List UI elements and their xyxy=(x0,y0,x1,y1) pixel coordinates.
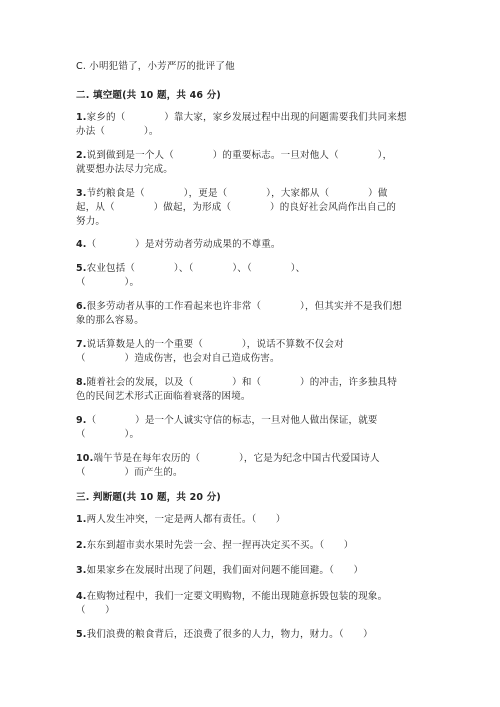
question-text: （ ）是一个人诚实守信的标志，一旦对他人做出保证，就要 xyxy=(86,415,378,426)
fill-question-6-cont: 象的那么容易。 xyxy=(76,315,144,326)
question-number: 3. xyxy=(76,188,87,199)
judge-question-4-cont: （ ） xyxy=(76,605,115,616)
judge-question-5 xyxy=(76,628,373,641)
question-number: 4. xyxy=(76,591,87,602)
fill-question-7-cont: （ ）造成伤害，也会对自己造成伤害。 xyxy=(76,353,280,364)
fill-question-8 xyxy=(76,376,397,389)
question-number: 5. xyxy=(76,629,87,640)
question-text: 说到做到是一个人（ ）的重要标志。一旦对他人（ ）， xyxy=(86,150,393,161)
fill-question-10 xyxy=(76,452,380,465)
judge-question-1 xyxy=(76,513,286,526)
question-number: 5. xyxy=(76,263,87,274)
question-text: 我们浪费的粮食背后，还浪费了很多的人力，物力，财力。（ ） xyxy=(86,629,373,640)
fill-question-9-cont: （ ）。 xyxy=(76,429,140,440)
question-number: 2. xyxy=(76,540,87,551)
question-number: 10. xyxy=(76,453,94,464)
fill-question-4 xyxy=(76,238,281,251)
fill-question-3-cont2: 努力。 xyxy=(76,216,106,227)
section-heading-true-false: 三. 判断题(共 10 题，共 20 分) xyxy=(76,492,221,503)
question-text: 在购物过程中，我们一定要文明购物，不能出现随意拆毁包装的现象。 xyxy=(86,591,388,602)
fill-question-2 xyxy=(76,149,392,162)
question-number: 1. xyxy=(76,112,87,123)
fill-question-8-cont: 色的民间艺术形式正面临着衰落的困境。 xyxy=(76,391,251,402)
fill-question-3 xyxy=(76,187,388,200)
question-number: 3. xyxy=(76,565,87,576)
question-text: 随着社会的发展，以及（ ）和（ ）的冲击，许多独具特 xyxy=(86,377,398,388)
question-text: 端午节是在每年农历的（ ），它是为纪念中国古代爱国诗人 xyxy=(93,453,380,464)
question-text: 家乡的（ ）靠大家，家乡发展过程中出现的问题需要我们共同来想 xyxy=(86,112,407,123)
fill-question-5 xyxy=(76,262,305,275)
question-text: 东东到超市卖水果时先尝一会、捏一捏再决定买不买。（ ） xyxy=(86,540,354,551)
fill-question-5-cont: （ ）。 xyxy=(76,277,140,288)
fill-question-10-cont: （ ）而产生的。 xyxy=(76,467,183,478)
fill-question-3-cont: 起，从（ ）做起，为形成（ ）的良好社会风尚作出自己的 xyxy=(76,202,397,213)
question-text: 很多劳动者从事的工作看起来也许非常（ ），但其实并不是我们想 xyxy=(86,301,402,312)
question-number: 6. xyxy=(76,301,87,312)
question-text: （ ）是对劳动者劳动成果的不尊重。 xyxy=(86,239,281,250)
question-number: 8. xyxy=(76,377,87,388)
section-heading-fill-in: 二. 填空题(共 10 题，共 46 分) xyxy=(76,90,221,101)
question-number: 2. xyxy=(76,150,87,161)
fill-question-9 xyxy=(76,414,378,427)
judge-question-2 xyxy=(76,539,353,552)
choice-option-c: C. 小明犯错了，小芳严厉的批评了他 xyxy=(76,61,235,72)
question-text: 两人发生冲突，一定是两人都有责任。（ ） xyxy=(86,514,286,525)
fill-question-1 xyxy=(76,111,407,124)
question-text: 农业包括（ ）、（ ）、（ ）、 xyxy=(86,263,306,274)
judge-question-4 xyxy=(76,590,387,603)
question-number: 7. xyxy=(76,339,87,350)
fill-question-6 xyxy=(76,300,402,313)
question-text: 节约粮食是（ ），更是（ ），大家都从（ ）做 xyxy=(86,188,388,199)
fill-question-1-cont: 办法（ ）。 xyxy=(76,126,159,137)
question-text: 如果家乡在发展时出现了问题，我们面对问题不能回避。（ ） xyxy=(86,565,364,576)
question-number: 9. xyxy=(76,415,87,426)
fill-question-7 xyxy=(76,338,344,351)
question-number: 1. xyxy=(76,514,87,525)
question-number: 4. xyxy=(76,239,87,250)
judge-question-3 xyxy=(76,564,363,577)
fill-question-2-cont: 就要想办法尽力完成。 xyxy=(76,164,174,175)
question-text: 说话算数是人的一个重要（ ），说话不算数不仅会对 xyxy=(86,339,344,350)
